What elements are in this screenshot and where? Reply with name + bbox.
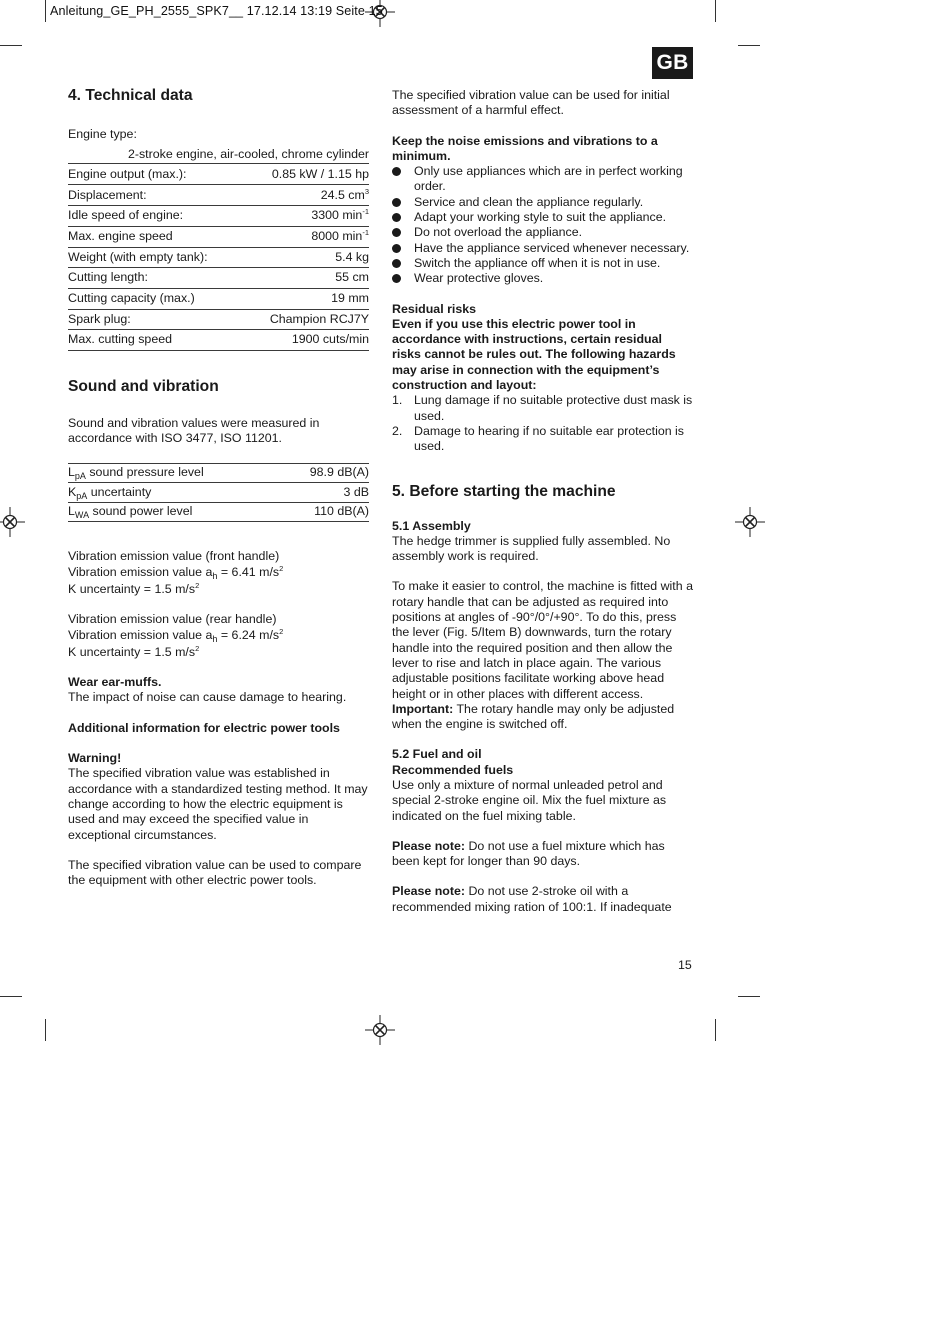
warning-heading: Warning! [68, 751, 122, 766]
earmuffs-text: The impact of noise can cause damage to hearing. [68, 690, 347, 705]
spec-label: Idle speed of engine: [68, 206, 244, 227]
crop-mark [0, 45, 22, 46]
sound-value: 98.9 dB(A) [278, 463, 369, 483]
spec-value: 1900 cuts/min [244, 330, 369, 351]
crop-mark [0, 996, 22, 997]
table-row [68, 268, 369, 289]
sound-label: $L_{WA}$ sound power level [68, 502, 278, 522]
spec-label: Max. engine speed [68, 226, 244, 247]
spec-value: 19 mm [244, 288, 369, 309]
spec-value: 8000 $\min^{-1}$ [244, 226, 369, 247]
spec-value: 5.4 kg [244, 247, 369, 268]
table-row [68, 463, 369, 483]
crop-mark [738, 45, 760, 46]
list-item: Adapt your working style to suit the appliance. [392, 210, 694, 225]
table-row [68, 185, 369, 206]
crop-mark [715, 1019, 716, 1041]
earmuffs-heading: Wear ear-muffs. [68, 675, 162, 690]
right-column [392, 88, 694, 915]
list-item: Switch the appliance off when it is not in use. [392, 256, 694, 271]
minimize-list [392, 164, 694, 286]
table-row [68, 247, 369, 268]
list-item: 2. Damage to hearing if no suitable ear protection is used. [392, 423, 684, 454]
spec-label: Spark plug: [68, 309, 244, 330]
spec-label: Cutting length: [68, 268, 244, 289]
crop-mark [45, 0, 46, 22]
please-note-1: Please note: Do not use a fuel mixture which has been kept for longer than 90 days. [392, 838, 665, 869]
list-item: Have the appliance serviced whenever necessary. [392, 241, 694, 256]
technical-data-table [68, 164, 369, 351]
residual-risks-intro: Even if you use this electric power tool in accordance with instructions, certain residual risks cannot be rules out. The following hazards may arise in connection with the equipment’s construction and layout: [392, 316, 676, 393]
vibration-front-value: Vibration emission value $a_h = 6.41$ $m/s^2$ [68, 563, 284, 581]
bullet-icon [392, 244, 401, 253]
vibration-rear-value: Vibration emission value $a_h = 6.24$ $m/s^2$ [68, 626, 284, 644]
sound-label: $L_{pA}$ sound pressure level [68, 463, 278, 483]
please-note-2: Please note: Do not use 2-stroke oil with a recommended mixing ration of 100:1. If inadequate [392, 884, 672, 914]
bullet-icon [392, 213, 401, 222]
warning-text: The specified vibration value was established in accordance with a standardized testing method. It may change according to how the electric equipment is used and may exceed the specified value in exceptional circumstances. [68, 766, 368, 842]
spec-label: Weight (with empty tank): [68, 247, 244, 268]
spec-value: 3300 $\min^{-1}$ [244, 206, 369, 227]
bullet-icon [392, 167, 401, 176]
section-heading-before-starting: 5. Before starting the machine [392, 482, 616, 500]
spec-label: Cutting capacity (max.) [68, 288, 244, 309]
spec-value: Champion RCJ7Y [244, 309, 369, 330]
initial-assessment-text: The specified vibration value can be used for initial assessment of a harmful effect. [392, 88, 670, 118]
crop-mark [45, 1019, 46, 1041]
table-row [68, 288, 369, 309]
engine-type-value: 2-stroke engine, air-cooled, chrome cylinder [68, 144, 369, 164]
crop-mark [715, 0, 716, 22]
language-badge: GB [652, 47, 693, 79]
spec-value: 55 cm [244, 268, 369, 289]
important-note: Important: The rotary handle may only be adjusted when the engine is switched off. [392, 701, 675, 732]
table-row [68, 164, 369, 185]
bullet-icon [392, 274, 401, 283]
registration-mark-icon [0, 507, 25, 537]
registration-mark-icon [735, 507, 765, 537]
engine-type-label: Engine type: [68, 127, 137, 141]
keep-minimum-heading: Keep the noise emissions and vibrations to a minimum. [392, 133, 658, 163]
print-slug: Anleitung_GE_PH_2555_SPK7__ 17.12.14 13:19 Seite 15 [50, 4, 383, 18]
sound-values-table [68, 463, 369, 523]
vibration-front-uncertainty: K uncertainty = 1.5 $m/s^2$ [68, 580, 200, 596]
compare-text: The specified vibration value can be used to compare the equipment with other electric power tools. [68, 857, 362, 888]
registration-mark-icon [365, 1015, 395, 1045]
fuel-oil-heading: 5.2 Fuel and oil [392, 747, 482, 762]
table-row [68, 502, 369, 522]
spec-value: 0.85 kW / 1.15 hp [244, 164, 369, 185]
assembly-text: The hedge trimmer is supplied fully assembled. No assembly work is required. [392, 533, 671, 564]
vibration-front-title: Vibration emission value (front handle) [68, 549, 280, 564]
residual-risks-heading: Residual risks [392, 301, 477, 316]
page-number: 15 [678, 958, 692, 972]
vibration-front [68, 549, 369, 597]
table-row [68, 226, 369, 247]
sound-value: 110 dB(A) [278, 502, 369, 522]
control-text: To make it easier to control, the machine is fitted with a rotary handle that can be adjusted as required into positions at angles of -90°/0°/+90°. To do this, press the lever (Fig. 5/Item B) downwards, turn the rotary handle into the required position and then allow the lever to rise and latch in place again. The various adjustable positions facilitate working above head height or in other places with different access. [392, 579, 693, 701]
vibration-rear-uncertainty: K uncertainty = 1.5 $m/s^2$ [68, 643, 200, 659]
list-item: Service and clean the appliance regularly. [392, 195, 694, 210]
risks-list [392, 393, 694, 454]
recommended-fuels-heading: Recommended fuels [392, 762, 514, 777]
spec-label: Engine output (max.): [68, 164, 244, 185]
spec-label: Max. cutting speed [68, 330, 244, 351]
list-item: Wear protective gloves. [392, 271, 694, 286]
vibration-rear [68, 612, 369, 660]
table-row [68, 330, 369, 351]
left-column [68, 86, 369, 888]
sound-value: 3 dB [278, 483, 369, 503]
list-item: 1. Lung damage if no suitable protective dust mask is used. [392, 393, 693, 423]
bullet-icon [392, 228, 401, 237]
bullet-icon [392, 198, 401, 207]
spec-label: Displacement: [68, 185, 244, 206]
table-row [68, 206, 369, 227]
fuel-text: Use only a mixture of normal unleaded petrol and special 2-stroke engine oil. Mix the fuel mixture as indicated on the fuel mixing table. [392, 777, 667, 823]
list-item: Only use appliances which are in perfect working order. [392, 164, 694, 195]
list-item: Do not overload the appliance. [392, 225, 694, 240]
table-row [68, 483, 369, 503]
section-heading-sound-vibration: Sound and vibration [68, 377, 219, 395]
assembly-heading: 5.1 Assembly [392, 518, 471, 533]
crop-mark [738, 996, 760, 997]
additional-info-heading: Additional information for electric power tools [68, 720, 340, 735]
spec-value: 24.5 $cm^3$ [244, 185, 369, 206]
sound-intro: Sound and vibration values were measured in accordance with ISO 3477, ISO 11201. [68, 415, 320, 446]
vibration-rear-title: Vibration emission value (rear handle) [68, 612, 277, 627]
table-row [68, 309, 369, 330]
bullet-icon [392, 259, 401, 268]
sound-label: $K_{pA}$ uncertainty [68, 483, 278, 503]
section-heading-technical-data: 4. Technical data [68, 87, 193, 104]
